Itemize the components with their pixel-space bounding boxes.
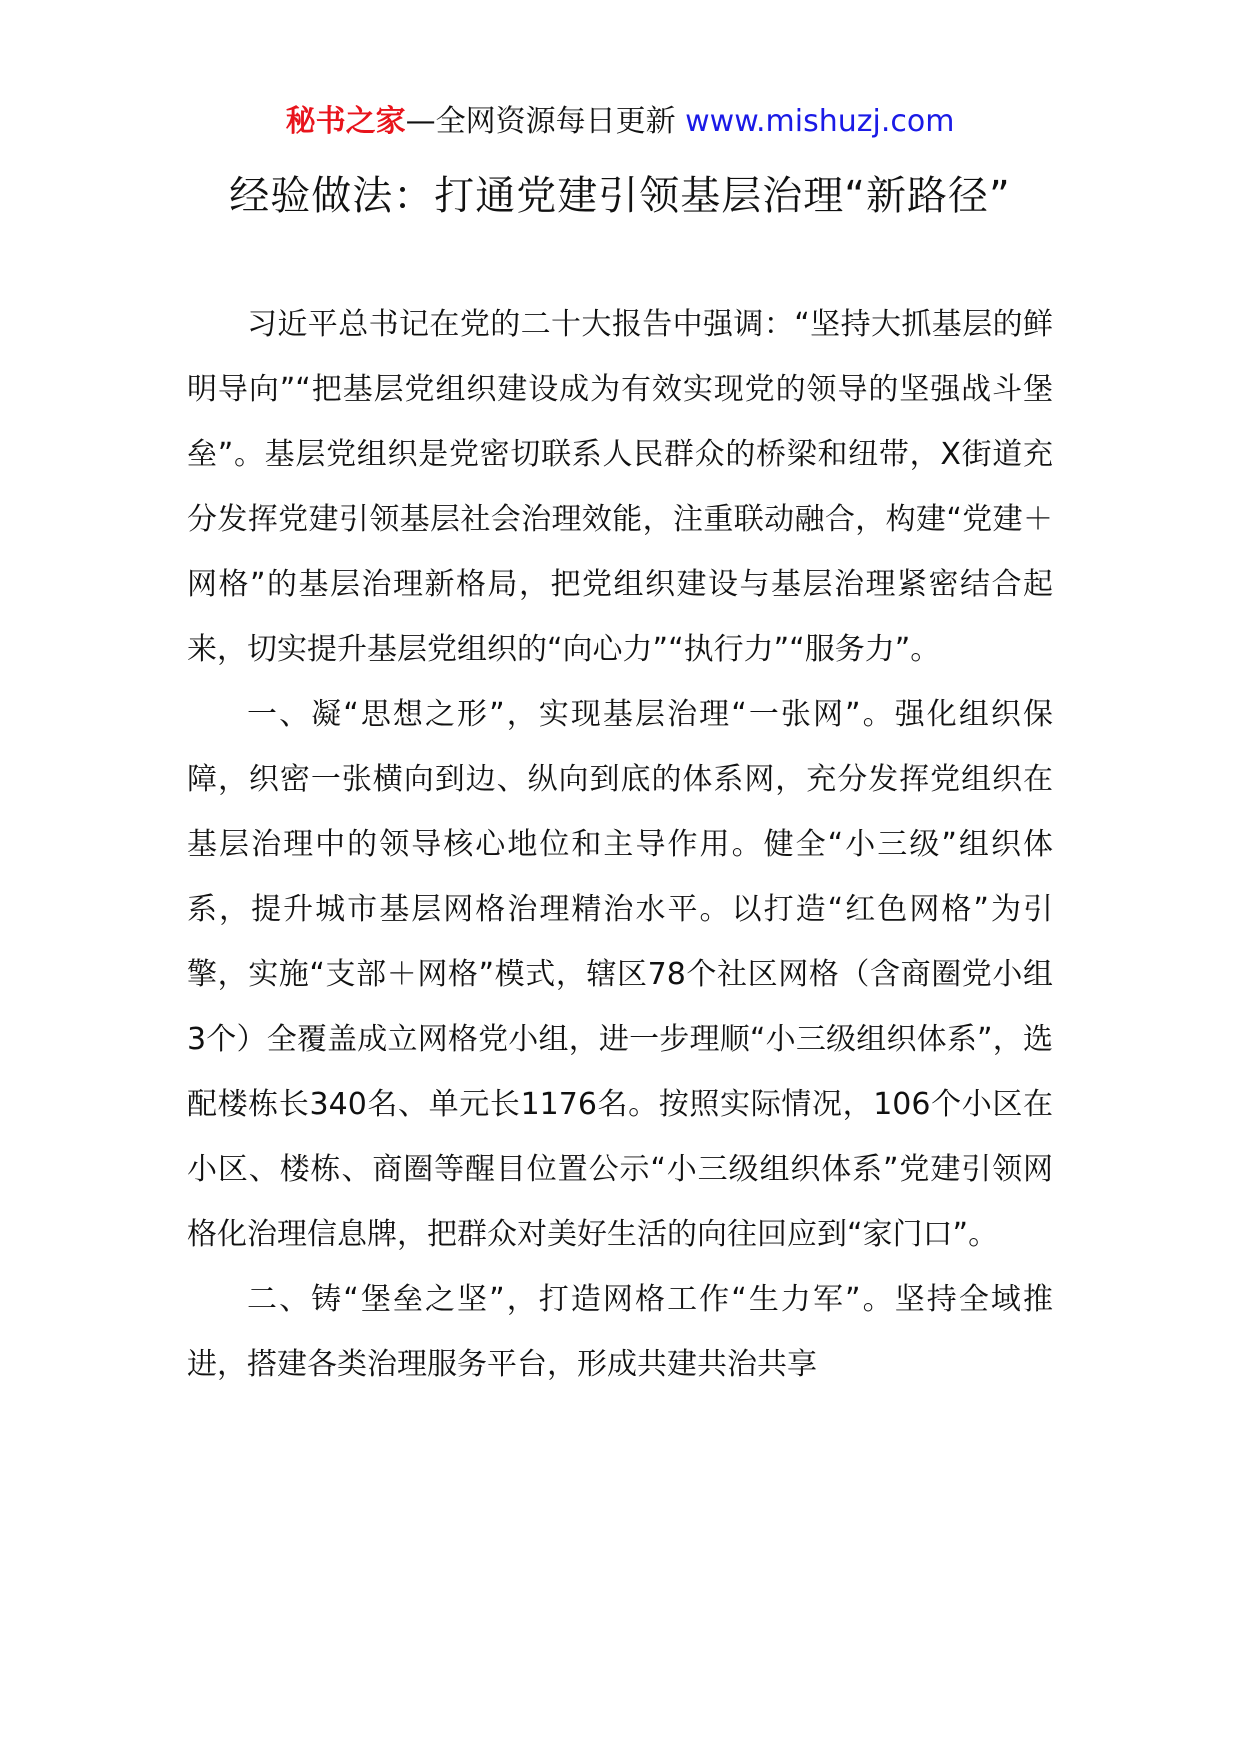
document-body: [187, 292, 1053, 1397]
site-brand: 秘书之家: [285, 104, 406, 139]
paragraph-section-two: 二、铸“堡垒之坚”，打造网格工作“生力军”。坚持全域推进，搭建各类治理服务平台，形成共建共治共享: [187, 1282, 1053, 1382]
paragraph-section-one: 一、凝“思想之形”，实现基层治理“一张网”。强化组织保障，织密一张横向到边、纵向到底的体系网，充分发挥党组织在基层治理中的领导核心地位和主导作用。健全“小三级”组织体系，提升城市基层网格治理精治水平。以打造“红色网格”为引擎，实施“支部＋网格”模式，辖区78个社区网格（含商圈党小组3个）全覆盖成立网格党小组，进一步理顺“小三级组织体系”，选配楼栋长340名、单元长1176名。按照实际情况，106个小区在小区、楼栋、商圈等醒目位置公示“小三级组织体系”党建引领网格化治理信息牌，把群众对美好生活的向往回应到“家门口”。: [187, 697, 1053, 1252]
site-tagline: —全网资源每日更新: [405, 104, 686, 139]
paragraph-intro: 习近平总书记在党的二十大报告中强调：“坚持大抓基层的鲜明导向”“把基层党组织建设成为有效实现党的领导的坚强战斗堡垒”。基层党组织是党密切联系人民群众的桥梁和纽带，X街道充分发挥党建引领基层社会治理效能，注重联动融合，构建“党建＋网格”的基层治理新格局，把党组织建设与基层治理紧密结合起来，切实提升基层党组织的“向心力”“执行力”“服务力”。: [187, 307, 1053, 667]
site-header: [0, 100, 1240, 144]
document-title: 经验做法：打通党建引领基层治理“新路径”: [229, 173, 1011, 219]
site-url-link[interactable]: www.mishuzj.com: [685, 104, 955, 139]
